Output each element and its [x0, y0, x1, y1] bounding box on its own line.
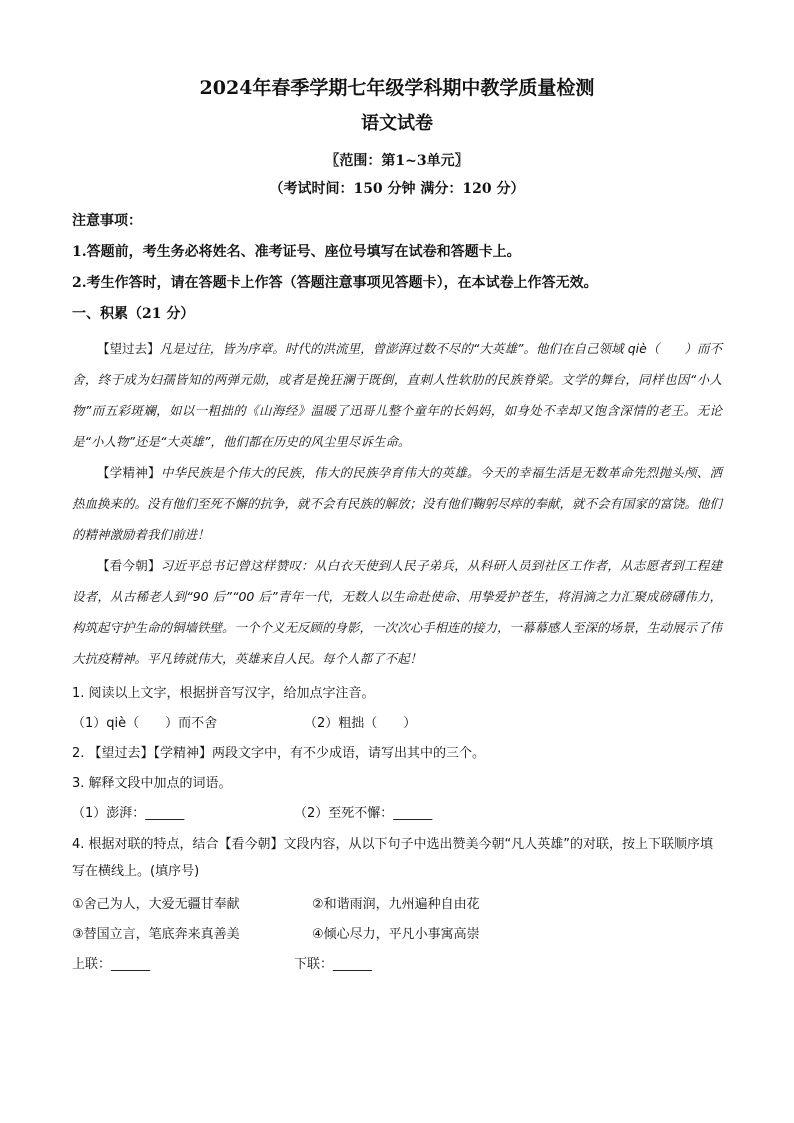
passage-tag: 【学精神】 [97, 465, 161, 480]
passage-text: 习近平总书记曾这样赞叹：从白衣天使到人民子弟兵，从科研人员到社区工作者，从志愿者到工程建设者，从古稀老人到“90 后”“00 后”青年一代，无数人以生命赴使命、用挚爱护苍生，将涓滴之力汇聚成磅礴伟力，构筑起守护生命的铜墙铁壁。一个个义无反顾的身影，一次次心手相连的接力，一幕幕感人至深的场景，生动展示了伟大抗疫精神。平凡铸就伟大，英雄来自人民。每个人都了不起！ [72, 558, 723, 666]
passage-today [72, 550, 722, 674]
question-2-stem: 2. 【望过去】【学精神】两段文字中，有不少成语，请写出其中的三个。 [72, 746, 486, 761]
exam-title: 2024年春季学期七年级学科期中教学质量检测 [199, 77, 595, 99]
passage-past [72, 333, 722, 457]
question-4-options-row-2 [72, 925, 722, 945]
note-item: 2.考生作答时，请在答题卡上作答（答题注意事项见答题卡），在本试卷上作答无效。 [72, 275, 598, 291]
question-4-option: ④倾心尽力，平凡小事寓高崇 [312, 927, 480, 942]
couplet-upper-blank: 上联：______ [72, 957, 151, 972]
passage-tag: 【望过去】 [97, 341, 160, 356]
question-3-part-2: （2）至死不懈：______ [294, 806, 433, 821]
question-1-part-2: （2）粗拙（ ） [304, 716, 417, 731]
question-3-part-1: （1）澎湃：______ [72, 806, 185, 821]
exam-time-score: （考试时间：150 分钟 满分：120 分） [269, 181, 525, 197]
question-1-stem: 1. 阅读以上文字，根据拼音写汉字，给加点字注音。 [72, 686, 375, 701]
question-1-answers [72, 714, 722, 734]
question-3-answers [72, 804, 722, 824]
section-title: 一、积累（21 分） [72, 306, 195, 322]
question-4-options-row-1 [72, 895, 722, 915]
question-4-option: ①舍己为人，大爱无疆甘奉献 [72, 897, 240, 912]
exam-range: 〖范围：第1~3单元〗 [325, 153, 469, 169]
passage-text: 中华民族是个伟大的民族，伟大的民族孕育伟大的英雄。今天的幸福生活是无数革命先烈抛头颅、洒热血换来的。没有他们至死不懈的抗争，就不会有民族的解放；没有他们鞠躬尽瘁的奉献，就不会有国家的富饶。他们的精神激励着我们前进！ [72, 465, 723, 542]
passage-tag: 【看今朝】 [97, 558, 161, 573]
question-4-option: ③替国立言，笔底奔来真善美 [72, 927, 240, 942]
exam-subtitle: 语文试卷 [361, 113, 433, 134]
question-4-stem: 4. 根据对联的特点，结合【看今朝】文段内容，从以下句子中选出赞美今朝“凡人英雄”的对联，按上下联顺序填写在横线上。(填序号) [72, 837, 714, 879]
passage-spirit [72, 457, 722, 550]
notes-heading: 注意事项： [72, 213, 142, 229]
question-3-stem: 3. 解释文段中加点的词语。 [72, 776, 232, 791]
question-1-part-1: （1）qiè（ ）而不舍 [72, 716, 218, 731]
note-item: 1.答题前，考生务必将姓名、准考证号、座位号填写在试卷和答题卡上。 [72, 244, 521, 260]
question-4-blanks [72, 955, 722, 975]
notes-block [72, 210, 722, 294]
passage-text: 凡是过往，皆为序章。时代的洪流里，曾澎湃过数不尽的“大英雄”。他们在自己领域 qiè（ ）而不舍，终于成为妇孺皆知的两弹元勋，或者是挽狂澜于既倒，直刺人性软肋的民族脊梁。文学的舞台，同样也因“小人物”而五彩斑斓，如以一粗拙的《山海经》温暖了迅哥儿整个童年的长妈妈，如身处不幸却又饱含深情的老王。无论是“小人物”还是“大英雄”，他们都在历史的风尘里尽诉生命。 [72, 341, 722, 449]
couplet-lower-blank: 下联：______ [294, 957, 373, 972]
question-4-option: ②和谐雨润，九州遍种自由花 [312, 897, 480, 912]
